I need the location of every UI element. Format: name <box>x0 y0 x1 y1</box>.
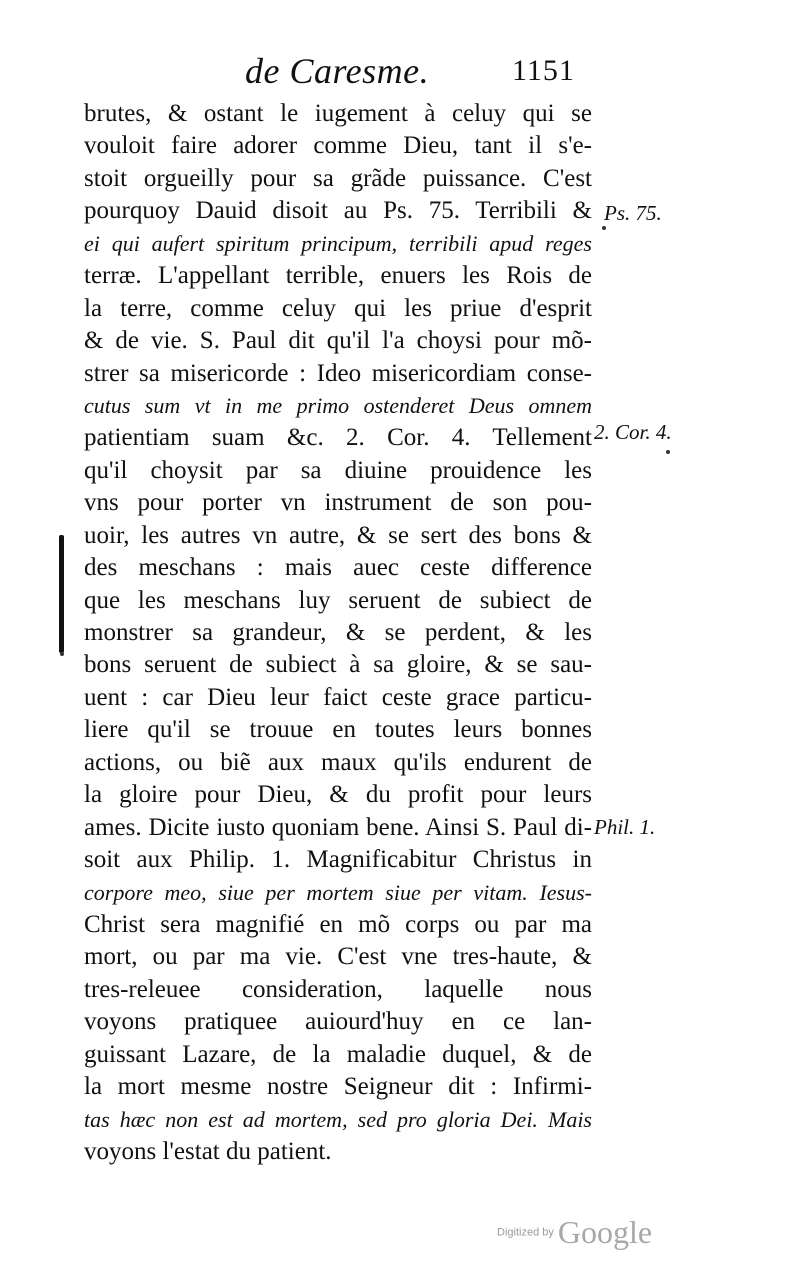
text-line: vouloit faire adorer comme Dieu, tant il s'e- <box>84 132 592 160</box>
text-line: la mort mesme nostre Seigneur dit : Infirmi- <box>84 1073 592 1101</box>
page-number: 1151 <box>512 54 575 87</box>
running-title: de Caresme. <box>245 51 430 91</box>
text-line: patientiam suam &c. 2. Cor. 4. Tellement <box>84 424 592 452</box>
margin-tick-mark <box>666 450 670 454</box>
text-line: des meschans : mais auec ceste difference <box>84 554 592 582</box>
text-line: uoir, les autres vn autre, & se sert des bons & <box>84 521 592 549</box>
text-line: mort, ou par ma vie. C'est vne tres-haute, & <box>84 943 592 971</box>
body-text <box>84 98 592 1168</box>
text-line: qu'il choysit par sa diuine prouidence les <box>84 456 592 484</box>
margin-tick-mark <box>602 226 606 230</box>
margin-mark-bar <box>59 535 64 653</box>
text-line: vns pour porter vn instrument de son pou- <box>84 489 592 517</box>
text-line: stoit orgueilly pour sa grãde puissance. C'est <box>84 164 592 192</box>
text-line: strer sa misericorde : Ideo misericordiam conse- <box>84 359 592 387</box>
google-logo: Google <box>557 1214 653 1250</box>
text-line: ames. Dicite iusto quoniam bene. Ainsi S. Paul di- <box>84 813 592 841</box>
text-line: la gloire pour Dieu, & du profit pour leurs <box>84 781 592 809</box>
text-line-latin: ei qui aufert spiritum principum, terribili apud reges <box>84 230 592 256</box>
text-line: tres-releuee consideration, laquelle nous <box>84 975 592 1003</box>
text-line: pourquoy Dauid disoit au Ps. 75. Terribili & <box>84 197 592 225</box>
text-line: brutes, & ostant le iugement à celuy qui se <box>84 100 592 127</box>
text-line: soit aux Philip. 1. Magnificabitur Christus in <box>84 846 592 874</box>
marginal-note-cor: 2. Cor. 4. <box>594 420 672 444</box>
text-line-latin: corpore meo, siue per mortem siue per vitam. Iesus- <box>84 879 592 905</box>
marginal-note-ps: Ps. 75. <box>604 201 662 225</box>
text-line: monstrer sa grandeur, & se perdent, & les <box>84 619 592 646</box>
text-line: que les meschans luy seruent de subiect de <box>84 586 592 614</box>
text-line: voyons pratiquee auiourd'huy en ce lan- <box>84 1008 592 1036</box>
text-line: guissant Lazare, de la maladie duquel, & de <box>84 1040 592 1068</box>
text-line: Christ sera magnifié en mõ corps ou par ma <box>84 910 592 938</box>
margin-tick-mark <box>60 652 64 656</box>
text-line: terræ. L'appellant terrible, enuers les Rois de <box>84 262 592 290</box>
digitized-by-google-watermark <box>497 1214 652 1251</box>
text-line: la terre, comme celuy qui les priue d'esprit <box>84 294 592 322</box>
text-line: liere qu'il se trouue en toutes leurs bonnes <box>84 716 592 744</box>
text-line: uent : car Dieu leur faict ceste grace particu- <box>84 683 592 711</box>
text-line: voyons l'estat du patient. <box>84 1138 332 1165</box>
text-line-latin: tas hæc non est ad mortem, sed pro gloria Dei. Mais <box>84 1106 592 1132</box>
text-line: & de vie. S. Paul dit qu'il l'a choysi pour mõ- <box>84 327 592 355</box>
marginal-note-phil: Phil. 1. <box>594 815 656 839</box>
text-line: bons seruent de subiect à sa gloire, & se sau- <box>84 651 592 679</box>
watermark-small-text: Digitized by <box>497 1226 554 1239</box>
text-line-latin: cutus sum vt in me primo ostenderet Deus omnem <box>84 392 592 418</box>
text-line: actions, ou biẽ aux maux qu'ils endurent de <box>84 748 592 776</box>
